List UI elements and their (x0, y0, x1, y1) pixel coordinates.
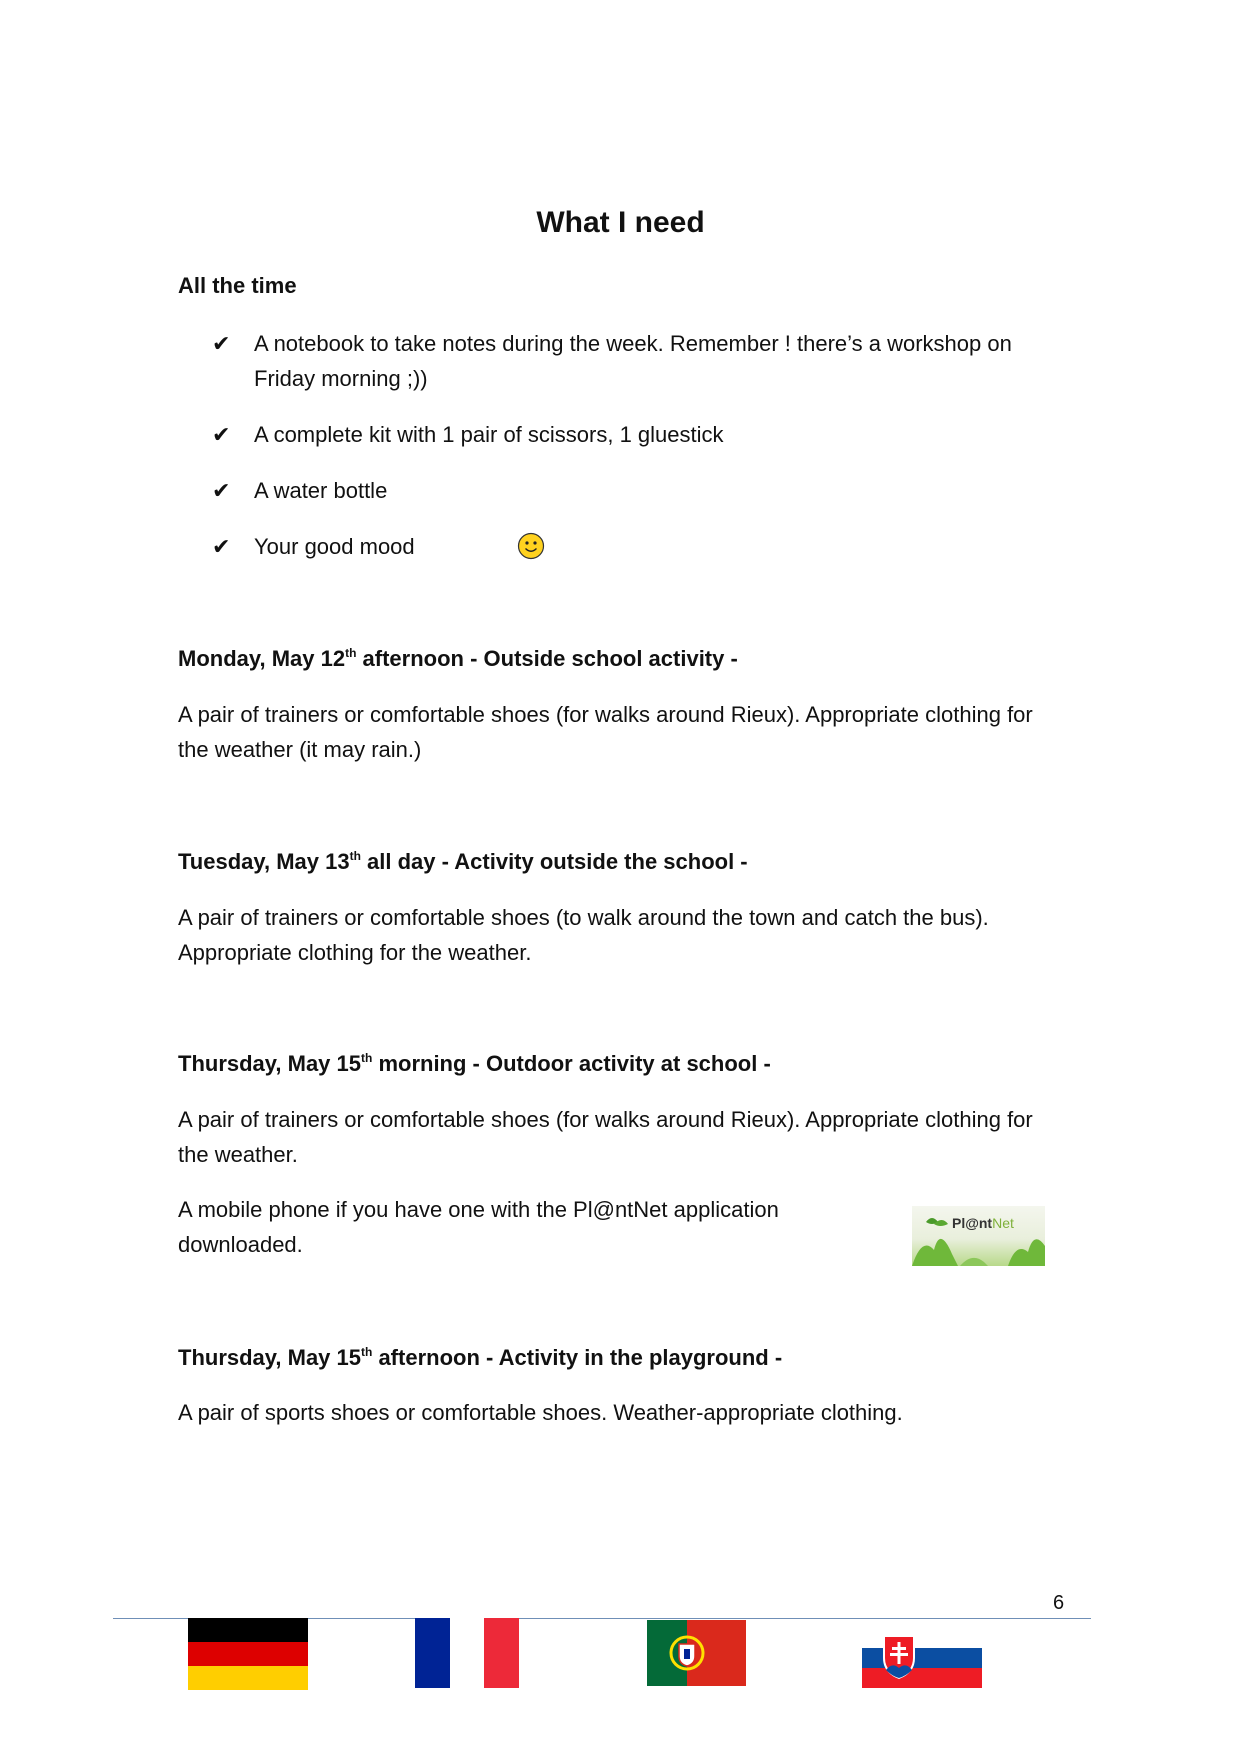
section-heading-thursday-afternoon (178, 1345, 782, 1371)
checklist-item-text: A complete kit with 1 pair of scissors, 1 gluestick (254, 422, 724, 447)
heading-ordinal: th (349, 849, 361, 863)
all-the-time-heading: All the time (178, 273, 297, 298)
page-number: 6 (1053, 1592, 1065, 1614)
heading-activity: all day - Activity outside the school - (360, 849, 748, 874)
checklist-item-text: A water bottle (254, 478, 388, 503)
heading-date: Thursday, May 15 (178, 1051, 361, 1076)
heading-activity: afternoon - Activity in the playground - (372, 1345, 783, 1370)
section-paragraph: A pair of trainers or comfortable shoes (for walks around Rieux). Appropriate clothing for the weather. (178, 1107, 1033, 1167)
heading-date: Thursday, May 15 (178, 1345, 361, 1370)
section-heading-monday (178, 646, 738, 672)
checklist (178, 326, 1078, 585)
heading-activity: morning - Outdoor activity at school - (372, 1051, 771, 1076)
section-paragraph: A pair of sports shoes or comfortable shoes. Weather-appropriate clothing. (178, 1400, 903, 1425)
plantnet-logo (912, 1206, 1045, 1266)
smiley-face-icon (517, 532, 545, 560)
heading-ordinal: th (361, 1051, 373, 1065)
france-flag (415, 1618, 519, 1688)
section-heading-tuesday (178, 849, 748, 875)
section-paragraph: A mobile phone if you have one with the Pl@ntNet application downloaded. (178, 1197, 779, 1257)
section-paragraph: A pair of trainers or comfortable shoes (to walk around the town and catch the bus). Appropriate clothing for the weather. (178, 905, 989, 965)
section-heading-thursday-morning (178, 1051, 771, 1077)
check-mark-icon: ✔ (212, 422, 231, 447)
heading-ordinal: th (361, 1345, 373, 1359)
checklist-item-text: Your good mood (254, 534, 415, 559)
checklist-item (178, 473, 1078, 508)
checklist-item (178, 417, 1078, 452)
checklist-item (178, 326, 1078, 396)
heading-date: Tuesday, May 13 (178, 849, 350, 874)
checklist-item (178, 529, 1078, 564)
heading-activity: afternoon - Outside school activity - (356, 646, 738, 671)
germany-flag (188, 1618, 308, 1690)
heading-ordinal: th (345, 646, 357, 660)
section-paragraph: A pair of trainers or comfortable shoes (for walks around Rieux). Appropriate clothing for the weather (it may rain.) (178, 702, 1033, 762)
slovakia-flag (862, 1628, 982, 1688)
plantnet-logo-text: Pl@ntNet (952, 1215, 1014, 1231)
heading-date: Monday, May 12 (178, 646, 346, 671)
check-mark-icon: ✔ (212, 331, 231, 356)
checklist-item-text: A notebook to take notes during the week. Remember ! there’s a workshop on Friday morning ;)) (254, 331, 1012, 391)
page-title: What I need (536, 206, 705, 239)
portugal-flag (647, 1620, 746, 1686)
check-mark-icon: ✔ (212, 478, 231, 503)
check-mark-icon: ✔ (212, 534, 231, 559)
